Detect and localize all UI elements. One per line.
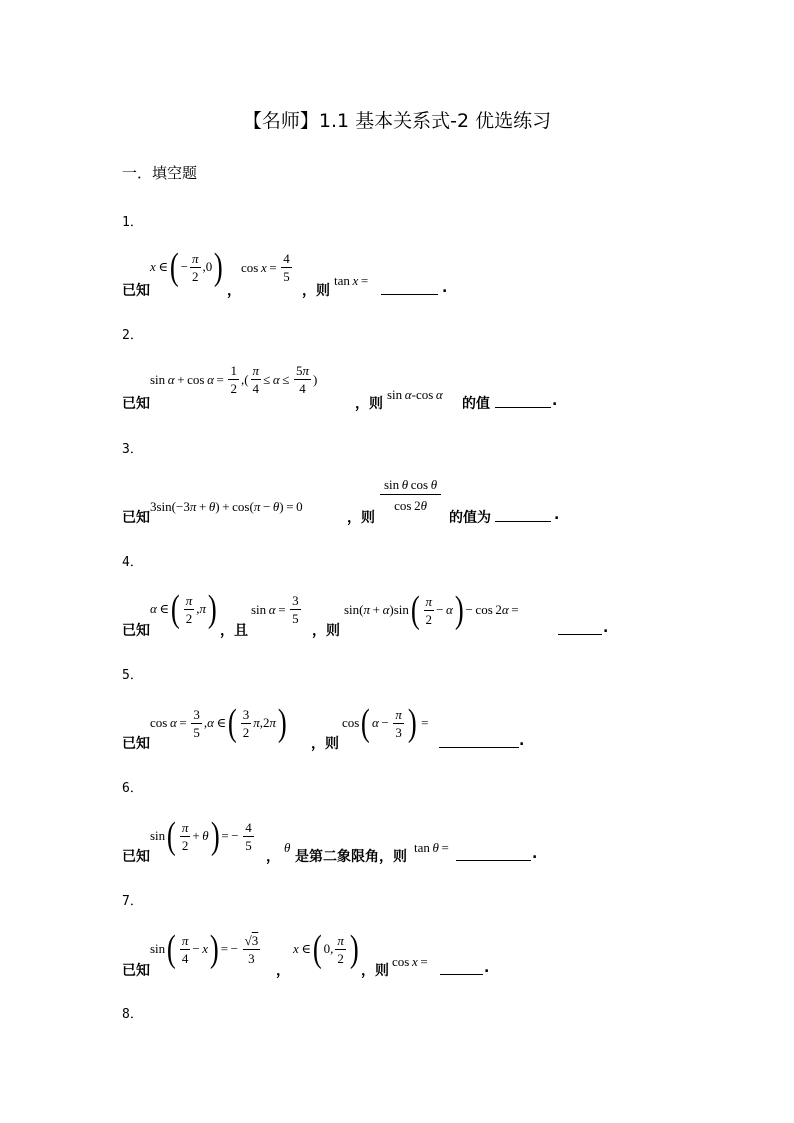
math-expression: tan θ = (414, 840, 449, 855)
math-expression: sin ( $\frac{\pi}{2}$ + θ ) = − $\frac{4}{5}$ (150, 815, 252, 857)
math-expression: $\frac{\text{sin θ cos θ}}{\cos 2\theta}$ (378, 478, 443, 512)
math-expression: x ∈ ( 0, $\frac{\pi}{2}$ ) (293, 928, 359, 970)
math-expression: tan x = (334, 273, 369, 288)
and-label: ，且 (220, 623, 248, 639)
then-label: ，则 (302, 283, 330, 299)
answer-blank[interactable] (456, 859, 531, 861)
period: . (554, 507, 560, 523)
period: . (442, 280, 448, 296)
math-expression: sin( π + α )sin ( $\frac{\pi}{2}$ − α ) − cos 2 α = (344, 589, 519, 631)
known-label: 已知 (122, 623, 150, 639)
math-expression: θ (284, 840, 291, 855)
question-number: 1． (122, 215, 143, 230)
math-expression: sin α -cos α (387, 387, 443, 402)
known-label: 已知 (122, 510, 150, 526)
then-label: ，则 (311, 736, 339, 752)
known-label: 已知 (122, 283, 150, 299)
answer-blank[interactable] (495, 406, 551, 408)
then-label: ，则 (355, 396, 383, 412)
question-number: 4． (122, 555, 143, 570)
math-expression: x ∈ ( − $\frac{\pi}{2}$ ,0 ) (150, 246, 224, 288)
math-expression: cos x = (392, 954, 428, 969)
math-expression: 3sin(−3 π + θ ) + cos( π − θ ) = 0 (150, 499, 303, 514)
answer-blank[interactable] (495, 520, 551, 522)
period: . (603, 620, 609, 636)
period: . (484, 960, 490, 976)
value-of-label: 的值 (462, 396, 490, 412)
answer-blank[interactable] (558, 633, 602, 635)
then-label: ，则 (312, 623, 340, 639)
page-title: 【名师】1.1 基本关系式-2 优选练习 (242, 110, 552, 132)
second-quadrant-label: 是第二象限角，则 (295, 849, 407, 865)
comma: ， (266, 849, 280, 865)
question-number: 2． (122, 328, 143, 343)
known-label: 已知 (122, 963, 150, 979)
question-number: 5． (122, 668, 143, 683)
period: . (552, 393, 558, 409)
question-number: 8． (122, 1007, 143, 1022)
known-label: 已知 (122, 396, 150, 412)
then-label: ，则 (347, 510, 375, 526)
comma: ， (227, 283, 241, 299)
math-expression: sin α + cos α = $\frac{1}{2}$ ,( $\frac{\pi}{4}$ ≤ α ≤ $\frac{5\pi}{4}$ ) (150, 363, 318, 396)
period: . (532, 846, 538, 862)
value-is-label: 的值为 (449, 510, 491, 526)
answer-blank[interactable] (381, 293, 438, 295)
math-expression: sin α = $\frac{3}{5}$ (251, 593, 299, 626)
answer-blank[interactable] (440, 973, 483, 975)
answer-blank[interactable] (439, 746, 519, 748)
section-heading: 一．填空题 (122, 164, 198, 182)
question-number: 7． (122, 894, 143, 909)
known-label: 已知 (122, 736, 150, 752)
known-label: 已知 (122, 849, 150, 865)
period: . (519, 733, 525, 749)
question-number: 3． (122, 442, 143, 457)
math-expression: cos α = $\frac{3}{5}$ , α ∈ ( $\frac{3}{2}$ π ,2 π ) (150, 702, 287, 744)
math-expression: α ∈ ( $\frac{\pi}{2}$ , π ) (150, 588, 217, 630)
math-expression: cos ( α − $\frac{\pi}{3}$ ) = (342, 702, 429, 744)
question-number: 6． (122, 781, 143, 796)
then-label: ，则 (361, 963, 389, 979)
math-expression: cos x = $\frac{4}{5}$ (241, 251, 290, 284)
comma: ， (276, 963, 290, 979)
math-expression: sin ( $\frac{\pi}{4}$ − x ) = − $\frac{√3}{3}$ (150, 928, 259, 970)
